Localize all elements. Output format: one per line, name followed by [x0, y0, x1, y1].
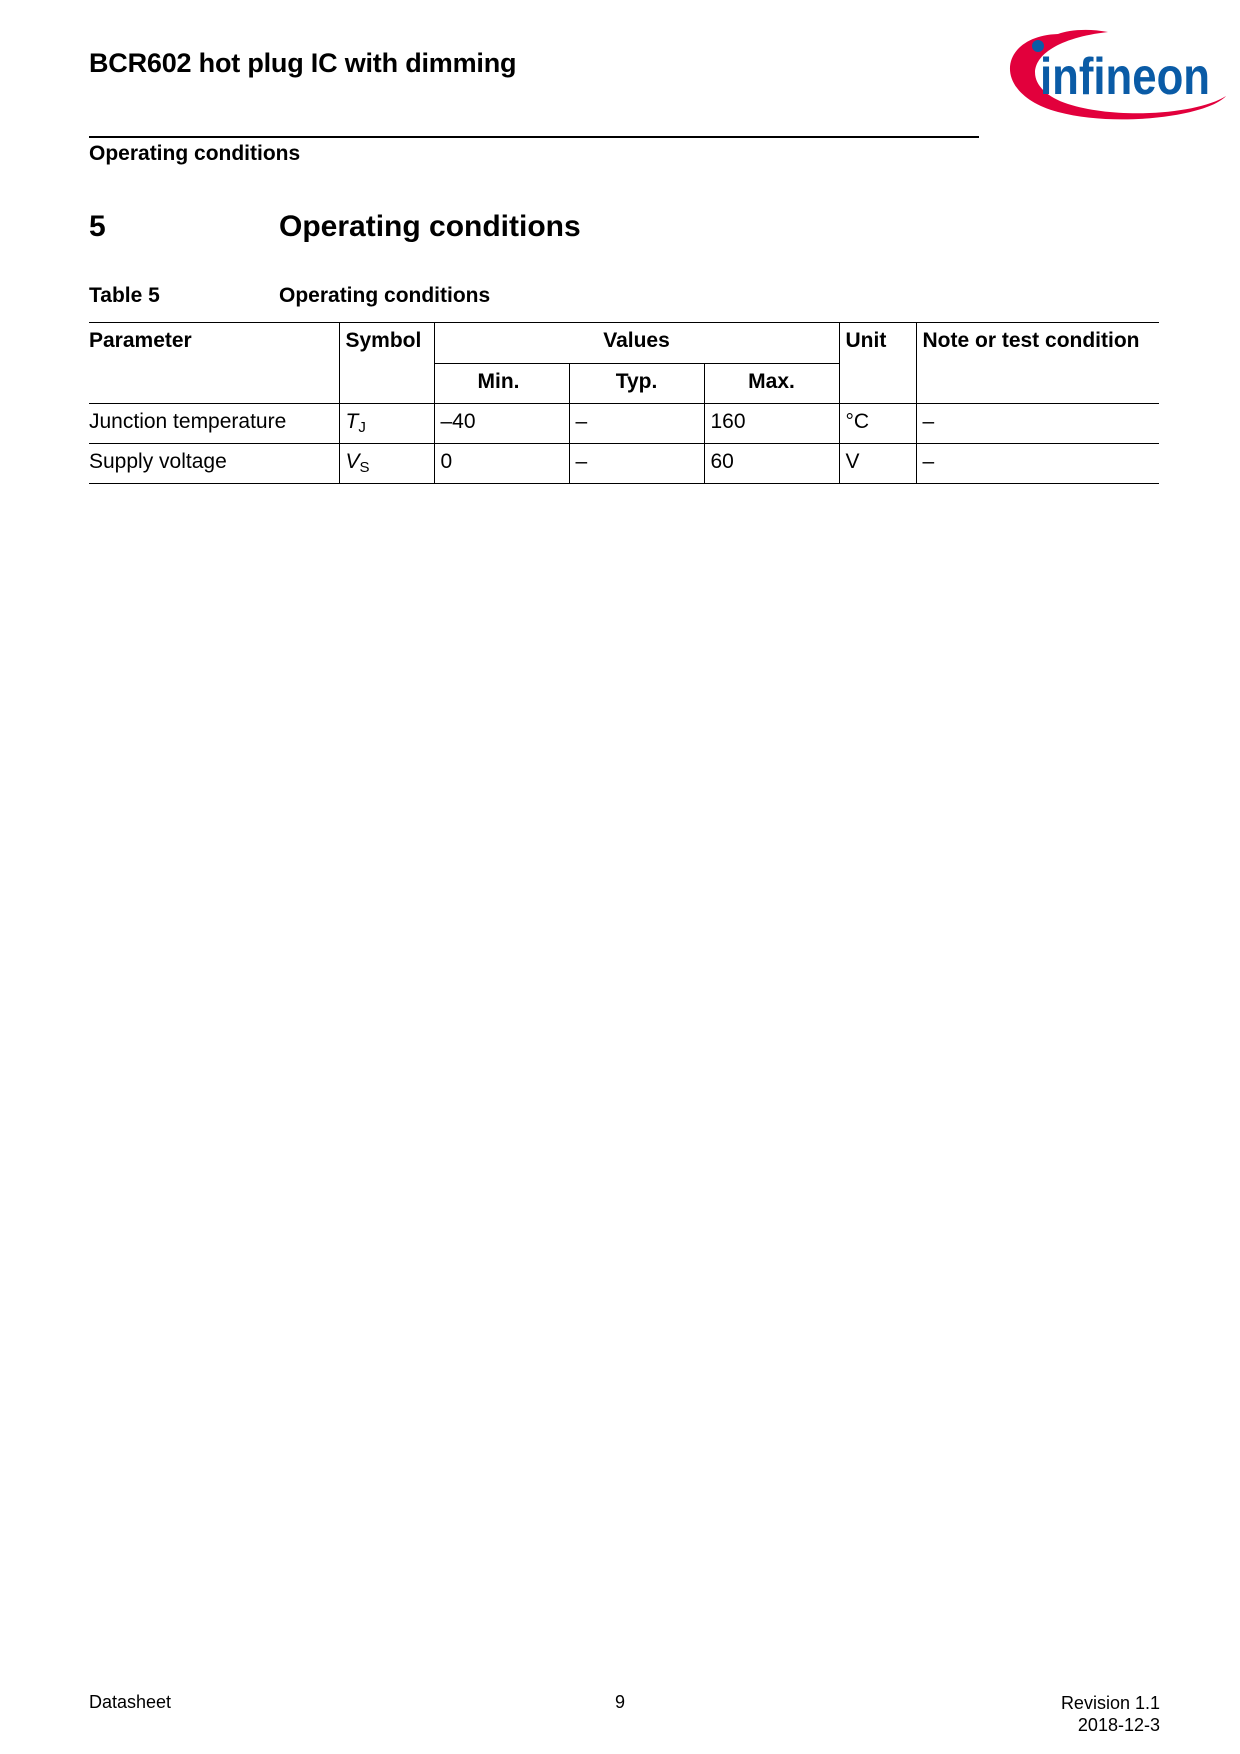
header-min: Min.: [434, 363, 569, 404]
document-title: BCR602 hot plug IC with dimming: [89, 48, 517, 78]
symbol-letter: T: [345, 410, 359, 433]
cell-unit: °C: [839, 404, 916, 444]
cell-parameter: Junction temperature: [89, 404, 339, 444]
operating-conditions-table: [89, 322, 1159, 484]
running-section-title: Operating conditions: [89, 142, 301, 165]
cell-max: 60: [704, 444, 839, 484]
header-rule: [89, 136, 979, 138]
footer-date: 2018-12-3: [1077, 1715, 1160, 1735]
header-unit: Unit: [839, 323, 916, 404]
symbol-subscript: J: [358, 419, 366, 436]
cell-typ: –: [569, 404, 704, 444]
table-caption: Operating conditions: [279, 284, 491, 307]
header-values: Values: [434, 323, 839, 364]
infineon-logo: [998, 24, 1228, 124]
table-row: [89, 404, 1159, 444]
table-row: [89, 444, 1159, 484]
symbol-letter: V: [345, 450, 360, 473]
cell-min: –40: [434, 404, 569, 444]
cell-symbol: [339, 404, 434, 444]
cell-max: 160: [704, 404, 839, 444]
footer-revision: Revision 1.1: [1060, 1693, 1160, 1713]
header-typ: Typ.: [569, 363, 704, 404]
cell-min: 0: [434, 444, 569, 484]
cell-note: –: [916, 404, 1159, 444]
symbol-subscript: S: [359, 459, 370, 476]
cell-note: –: [916, 444, 1159, 484]
cell-typ: –: [569, 444, 704, 484]
cell-symbol: [339, 444, 434, 484]
cell-parameter: Supply voltage: [89, 444, 339, 484]
footer-revision-block: [1061, 1692, 1160, 1736]
header-max: Max.: [704, 363, 839, 404]
table-label: Table 5: [89, 284, 160, 307]
header-note: Note or test condition: [916, 323, 1159, 404]
section-number: 5: [89, 210, 106, 243]
cell-unit: V: [839, 444, 916, 484]
footer-doc-type: Datasheet: [89, 1692, 172, 1712]
header-symbol: Symbol: [339, 323, 434, 404]
logo-wordmark: infineon: [1040, 48, 1210, 106]
header-parameter: Parameter: [89, 323, 339, 404]
section-title: Operating conditions: [279, 210, 581, 243]
footer-page-number: 9: [614, 1692, 625, 1712]
